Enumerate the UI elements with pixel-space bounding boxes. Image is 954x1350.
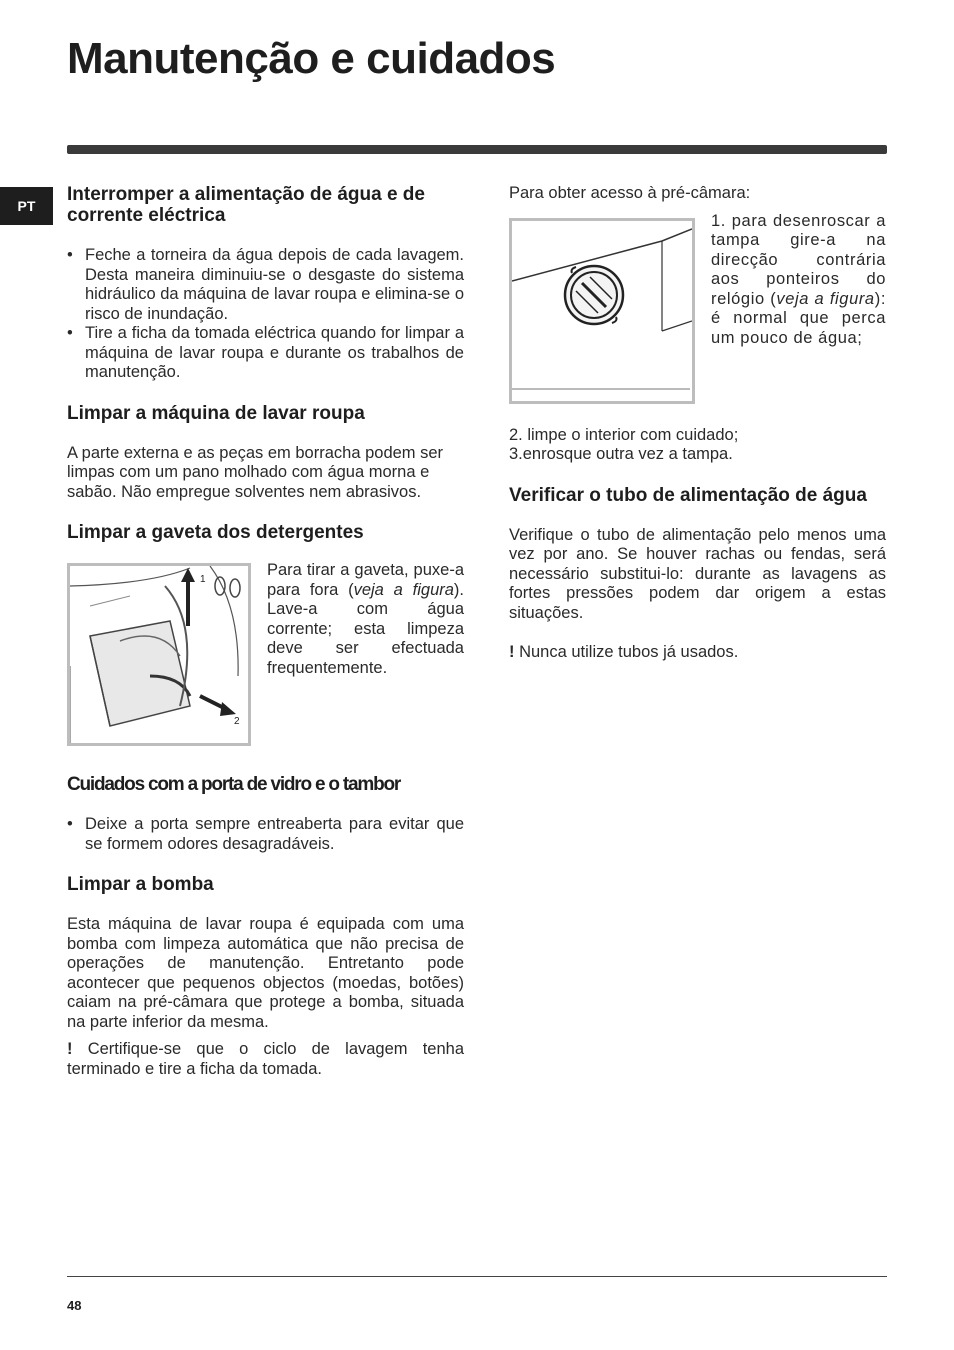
prechamber-intro: Para obter acesso à pré-câmara: xyxy=(509,184,751,202)
figure-label: 1 xyxy=(200,574,206,585)
drawer-illustration xyxy=(70,566,248,743)
warning-mark: ! xyxy=(67,1040,73,1058)
pump-cover-illustration xyxy=(512,221,692,401)
heading-water-power: Interromper a alimentação de água e de corrente eléctrica xyxy=(67,184,425,226)
page-title: Manutenção e cuidados xyxy=(67,34,556,83)
clean-machine-text: A parte externa e as peças em borracha podem ser limpas com um pano molhado com água morna e sabão. Não empregue solventes nem abrasivos. xyxy=(67,443,444,501)
list-item: • Deixe a porta sempre entreaberta para evitar que se formem odores desagradáveis. xyxy=(67,815,464,853)
drawer-figure xyxy=(67,563,251,746)
figure-label: 2 xyxy=(234,716,240,727)
right-column xyxy=(509,184,886,663)
supply-hose-text: Verifique o tubo de alimentação pelo menos uma vez por ano. Se houver rachas ou fendas, será necessário substitui-lo: durante as lavagens as fortes pressões podem dar origem a estas situações. xyxy=(509,525,886,622)
title-rule xyxy=(67,145,887,154)
heading-door-drum: Cuidados com a porta de vidro e o tambor xyxy=(67,774,401,795)
drawer-text: Para tirar a gaveta, puxe-a para fora (veja a figura). Lave-a com água corrente; esta limpeza deve ser efectuada frequentemente. xyxy=(267,561,465,677)
language-tab: PT xyxy=(0,187,53,225)
pump-figure xyxy=(509,218,695,404)
step-2: 2. limpe o interior com cuidado; xyxy=(509,425,739,444)
heading-supply-hose: Verificar o tubo de alimentação de água xyxy=(509,484,867,506)
list-item: • Feche a torneira da água depois de cada lavagem. Desta maneira diminuiu-se o desgaste do sistema hidráulico da máquina de lavar roupa e elimina-se o risco de inundação. xyxy=(67,246,464,323)
heading-clean-machine: Limpar a máquina de lavar roupa xyxy=(67,402,365,424)
drawer-figure-row xyxy=(67,563,464,746)
door-drum-list xyxy=(67,815,464,854)
heading-clean-pump: Limpar a bomba xyxy=(67,874,214,895)
list-item: • Tire a ficha da tomada eléctrica quando for limpar a máquina de lavar roupa e durante os trabalhos de manutenção. xyxy=(67,324,464,381)
warning-mark: ! xyxy=(509,643,515,661)
step-3: 3.enrosque outra vez a tampa. xyxy=(509,445,733,463)
footer-rule xyxy=(67,1276,887,1277)
pump-warning: ! Certifique-se que o ciclo de lavagem tenha terminado e tire a ficha da tomada. xyxy=(67,1040,464,1078)
heading-detergent-drawer: Limpar a gaveta dos detergentes xyxy=(67,522,364,543)
left-column xyxy=(67,184,464,1079)
page-number: 48 xyxy=(67,1298,82,1313)
water-power-list xyxy=(67,246,464,383)
pump-figure-row xyxy=(509,211,886,404)
clean-pump-text: Esta máquina de lavar roupa é equipada com uma bomba com limpeza automática que não precisa de operações de manutenção. Entretanto pode acontecer que pequenos objectos (moedas, botões) caiam na pré-câmara que protege a bomba, situada na parte inferior da mesma. xyxy=(67,915,464,1031)
step-1: 1. para desenroscar a tampa gire-a na direcção contrária aos ponteiros do relógio (veja a figura): é normal que perca um pouco de água; xyxy=(711,211,886,347)
supply-hose-warning: ! Nunca utilize tubos já usados. xyxy=(509,643,739,661)
